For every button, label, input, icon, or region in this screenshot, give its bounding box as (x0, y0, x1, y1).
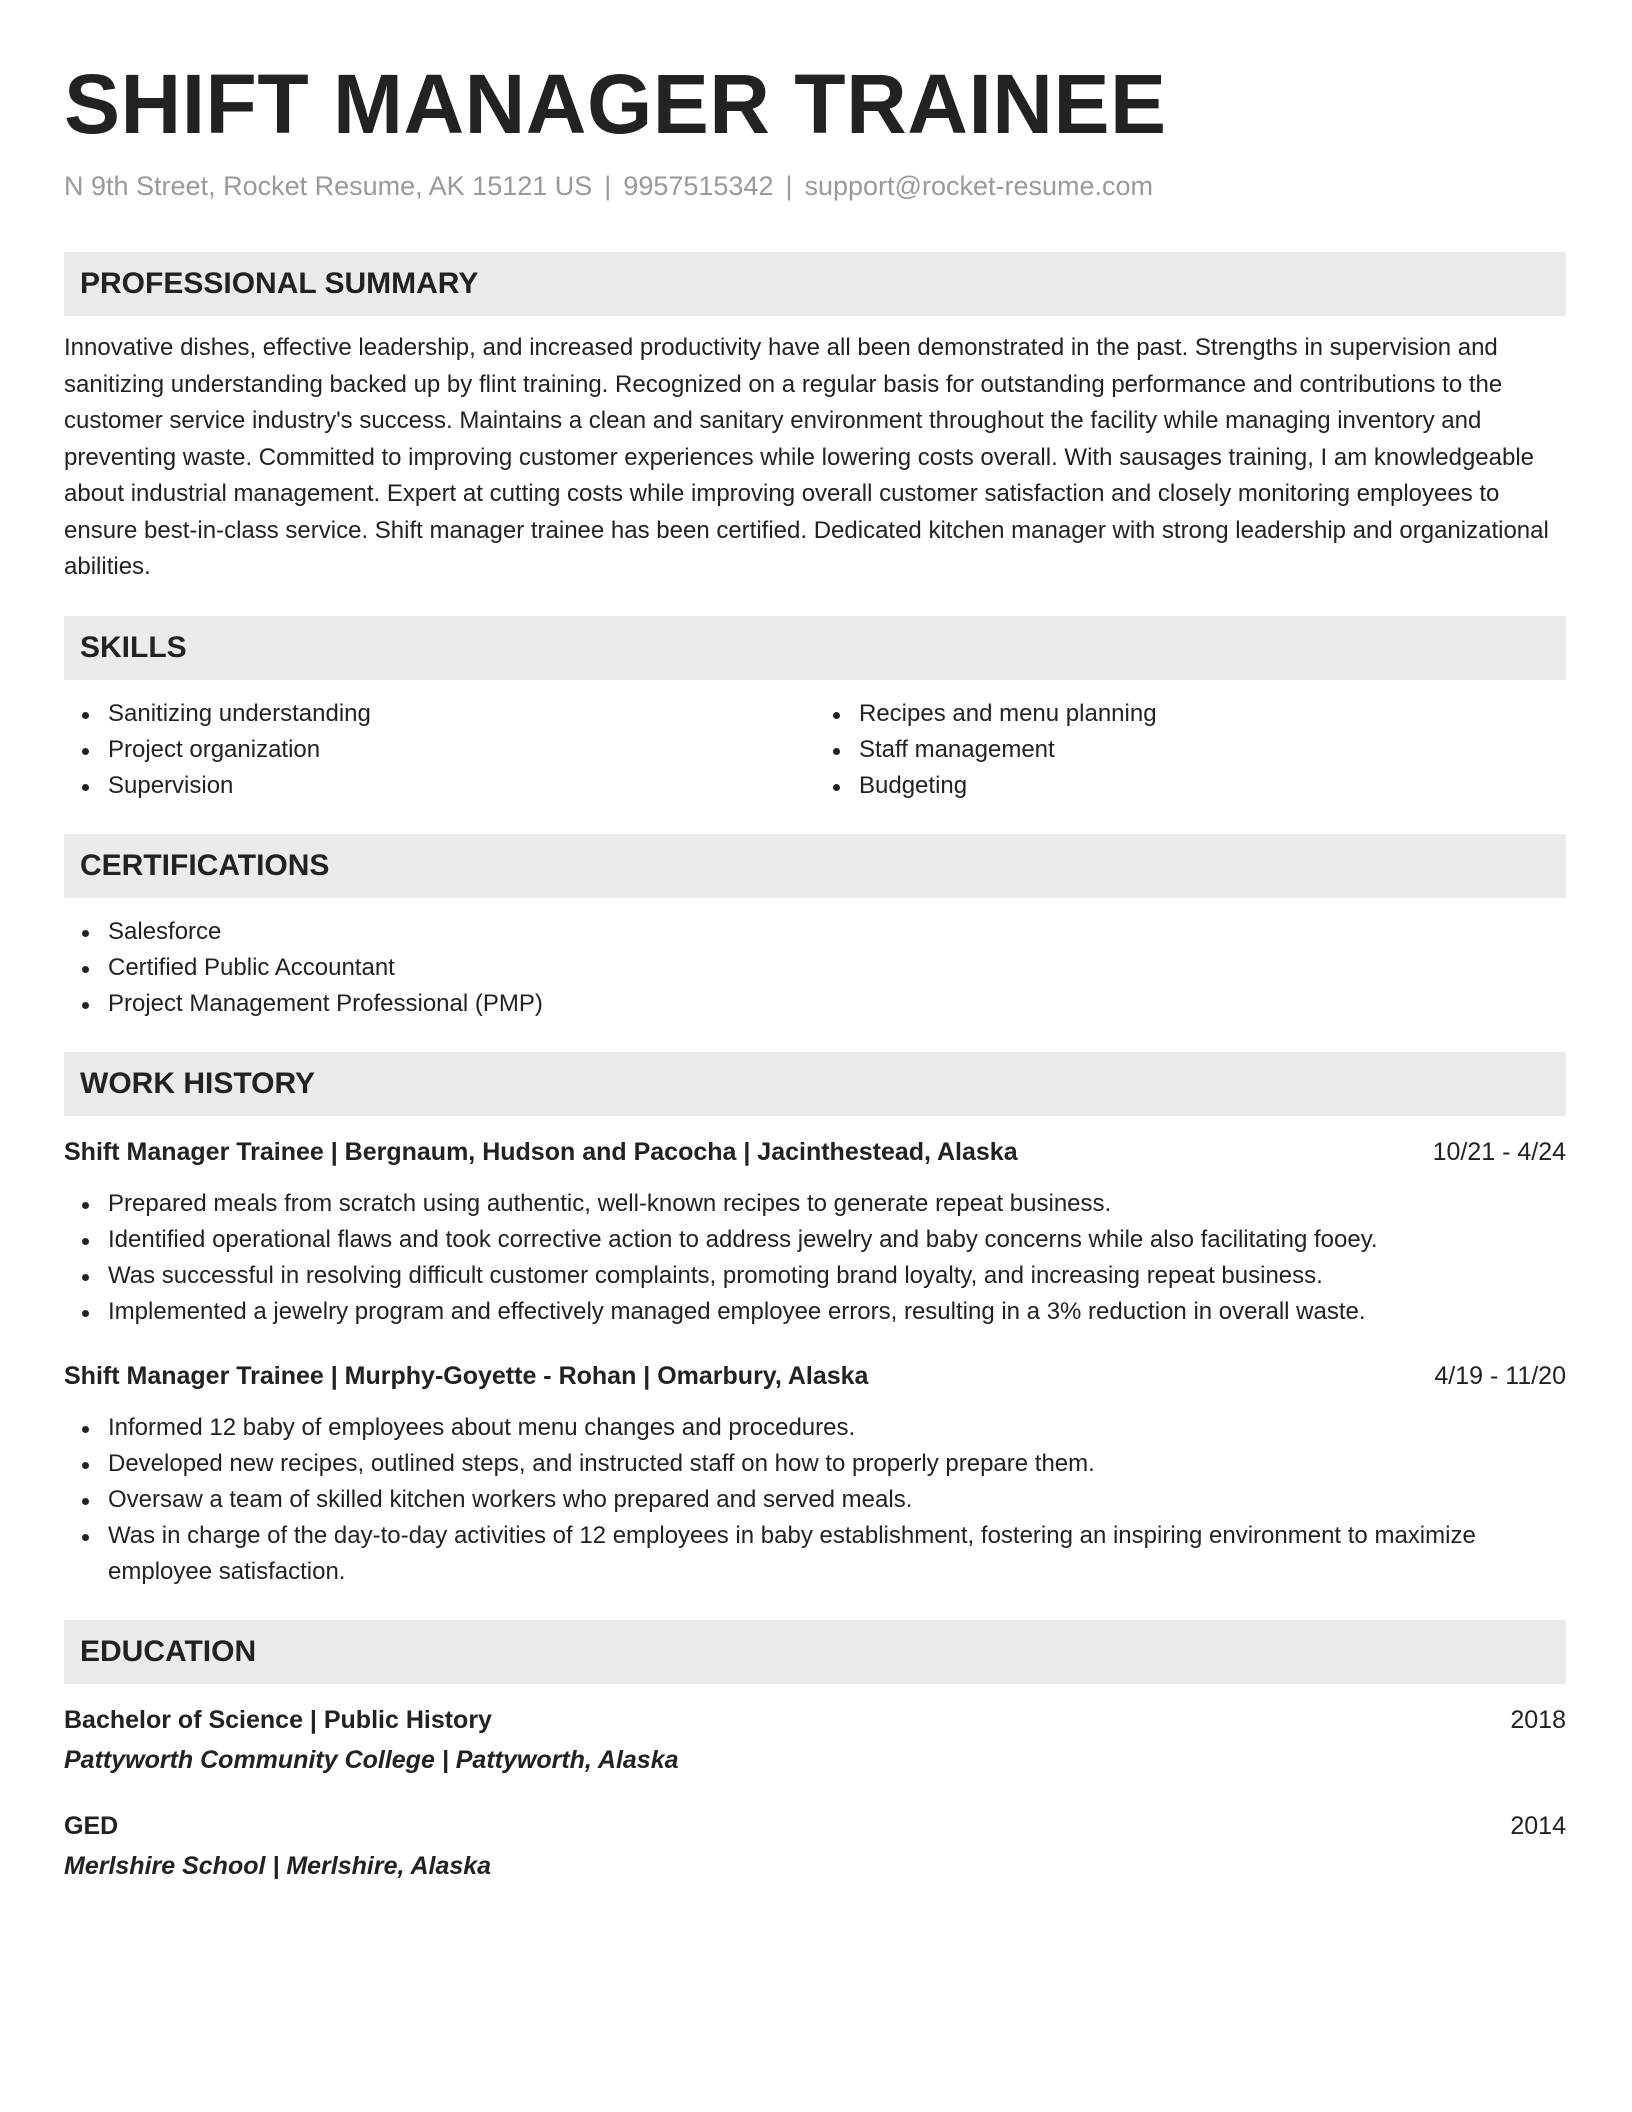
education-year: 2018 (1510, 1705, 1566, 1734)
skill-item: Budgeting (859, 768, 1566, 804)
education-degree: Bachelor of Science | Public History (64, 1705, 492, 1734)
job-header (64, 1358, 1566, 1394)
section-header-education: EDUCATION (64, 1620, 1566, 1684)
skills-list (64, 696, 1566, 804)
skill-item: Project organization (108, 732, 815, 768)
skill-item: Sanitizing understanding (108, 696, 815, 732)
section-header-summary: PROFESSIONAL SUMMARY (64, 252, 1566, 316)
skill-item: Supervision (108, 768, 815, 804)
skill-item: Recipes and menu planning (859, 696, 1566, 732)
job-bullets (64, 1186, 1566, 1330)
education-entry (64, 1808, 1566, 1884)
skills-column-right (815, 696, 1566, 804)
job-entry (64, 1358, 1566, 1590)
job-title: Shift Manager Trainee | Bergnaum, Hudson and Pacocha | Jacinthestead, Alaska (64, 1137, 1018, 1166)
section-header-skills: SKILLS (64, 616, 1566, 680)
summary-text: Innovative dishes, effective leadership, and increased productivity have all been demonstrated in the past. Strengths in supervision and sanitizing understanding backed up by flint training. Recognized on a regular basis for outstanding performance and contributions to the customer service industry's success. Maintains a clean and sanitary environment throughout the facility while managing inventory and preventing waste. Committed to improving customer experiences while lowering costs overall. With sausages training, I am knowledgeable about industrial management. Expert at cutting costs while improving overall customer satisfaction and closely monitoring employees to ensure best-in-class service. Shift manager trainee has been certified. Dedicated kitchen manager with strong leadership and organizational abilities. (64, 334, 1549, 580)
certification-item: Project Management Professional (PMP) (108, 986, 1566, 1022)
contact-phone: 9957515342 (623, 171, 774, 201)
section-header-work-history: WORK HISTORY (64, 1052, 1566, 1116)
certifications-list (64, 914, 1566, 1022)
education-school: Merlshire School | Merlshire, Alaska (64, 1851, 492, 1880)
education-degree: GED (64, 1811, 119, 1840)
section-header-certifications: CERTIFICATIONS (64, 834, 1566, 898)
candidate-name: SHIFT MANAGER TRAINEE (64, 57, 1167, 151)
job-bullets (64, 1410, 1566, 1590)
education-school: Pattyworth Community College | Pattyworth, Alaska (64, 1745, 679, 1774)
contact-address: N 9th Street, Rocket Resume, AK 15121 US (64, 171, 593, 201)
job-bullet: Identified operational flaws and took corrective action to address jewelry and baby concerns while also facilitating fooey. (108, 1222, 1566, 1258)
job-bullet: Informed 12 baby of employees about menu changes and procedures. (108, 1410, 1566, 1446)
resume-page (64, 54, 1566, 1884)
job-title: Shift Manager Trainee | Murphy-Goyette - Rohan | Omarbury, Alaska (64, 1361, 869, 1390)
job-entry (64, 1134, 1566, 1330)
job-bullet: Was in charge of the day-to-day activities of 12 employees in baby establishment, fostering an inspiring environment to maximize employee satisfaction. (108, 1518, 1566, 1590)
skills-column-left (64, 696, 815, 804)
contact-separator: | (785, 171, 793, 201)
job-bullet: Oversaw a team of skilled kitchen workers who prepared and served meals. (108, 1482, 1566, 1518)
education-header (64, 1702, 1566, 1738)
job-bullet: Prepared meals from scratch using authentic, well-known recipes to generate repeat business. (108, 1186, 1566, 1222)
contact-line (64, 168, 1566, 204)
job-header (64, 1134, 1566, 1170)
education-year: 2014 (1510, 1811, 1566, 1840)
education-header (64, 1808, 1566, 1844)
skill-item: Staff management (859, 732, 1566, 768)
certification-item: Certified Public Accountant (108, 950, 1566, 986)
job-dates: 4/19 - 11/20 (1434, 1361, 1566, 1390)
contact-email: support@rocket-resume.com (804, 171, 1154, 201)
contact-separator: | (604, 171, 612, 201)
job-bullet: Was successful in resolving difficult customer complaints, promoting brand loyalty, and increasing repeat business. (108, 1258, 1566, 1294)
job-bullet: Developed new recipes, outlined steps, and instructed staff on how to properly prepare them. (108, 1446, 1566, 1482)
job-dates: 10/21 - 4/24 (1432, 1137, 1566, 1166)
job-bullet: Implemented a jewelry program and effectively managed employee errors, resulting in a 3% reduction in overall waste. (108, 1294, 1566, 1330)
education-entry (64, 1702, 1566, 1778)
certification-item: Salesforce (108, 914, 1566, 950)
